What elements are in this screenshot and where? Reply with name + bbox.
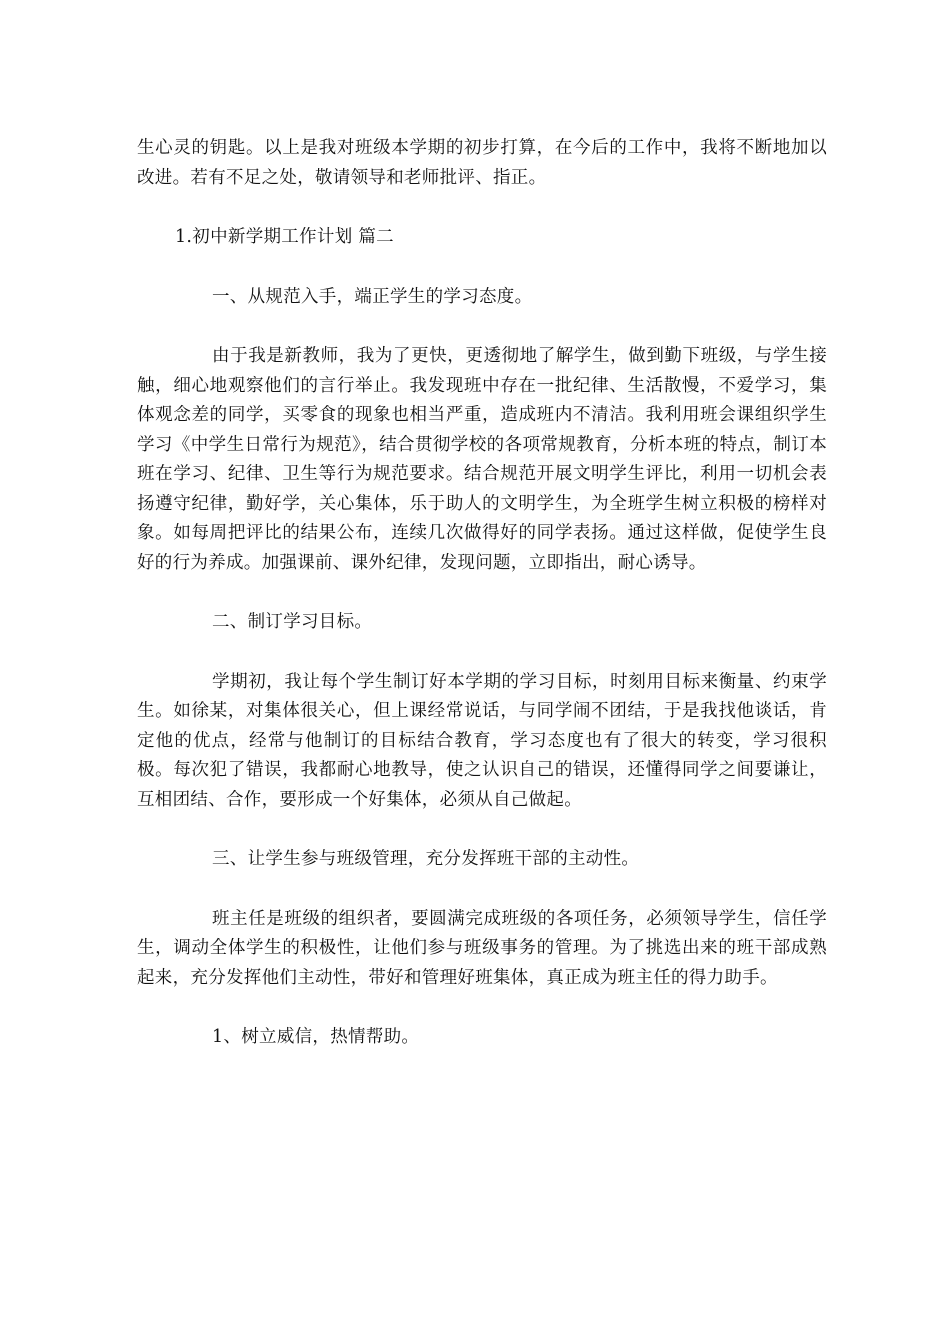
section-title: 1.初中新学期工作计划 篇二 [175, 227, 394, 247]
paragraph-standards: 由于我是新教师，我为了更快，更透彻地了解学生，做到勤下班级，与学生接触，细心地观察他们的言行举止。我发现班中存在一批纪律、生活散慢，不爱学习，集体观念差的同学，买零食的现象也相当严重，造成班内不清洁。我利用班会课组织学生学习《中学生日常行为规范》，结合贯彻学校的各项常规教育，分析本班的特点，制订本班在学习、纪律、卫生等行为规范要求。结合规范开展文明学生评比，利用一切机会表扬遵守纪律，勤好学，关心集体，乐于助人的文明学生，为全班学生树立积极的榜样对象。如每周把评比的结果公布，连续几次做得好的同学表扬。通过这样做，促使学生良好的行为养成。加强课前、课外纪律，发现问题，立即指出，耐心诱导。 [137, 346, 827, 573]
subheading-two: 二、制订学习目标。 [212, 612, 373, 632]
paragraph-closing-remarks: 生心灵的钥匙。以上是我对班级本学期的初步打算，在今后的工作中，我将不断地加以改进。若有不足之处，敬请领导和老师批评、指正。 [137, 138, 827, 188]
subheading-one-point: 1、树立威信，热情帮助。 [212, 1027, 420, 1047]
paragraph-class-management: 班主任是班级的组织者，要圆满完成班级的各项任务，必须领导学生，信任学生，调动全体学生的积极性，让他们参与班级事务的管理。为了挑选出来的班干部成熟起来，充分发挥他们主动性，带好和管理好班集体，真正成为班主任的得力助手。 [137, 908, 827, 988]
document-body [137, 134, 827, 1053]
subheading-three: 三、让学生参与班级管理，充分发挥班干部的主动性。 [212, 849, 640, 869]
subheading-one: 一、从规范入手，端正学生的学习态度。 [212, 286, 533, 307]
paragraph-goals: 学期初，我让每个学生制订好本学期的学习目标，时刻用目标来衡量、约束学生。如徐某，对集体很关心，但上课经常说话，与同学闹不团结，于是我找他谈话，肯定他的优点，经常与他制订的目标结合教育，学习态度也有了很大的转变，学习很积极。每次犯了错误，我都耐心地教导，使之认识自己的错误，还懂得同学之间要谦让，互相团结、合作，要形成一个好集体，必须从自己做起。 [137, 671, 827, 810]
